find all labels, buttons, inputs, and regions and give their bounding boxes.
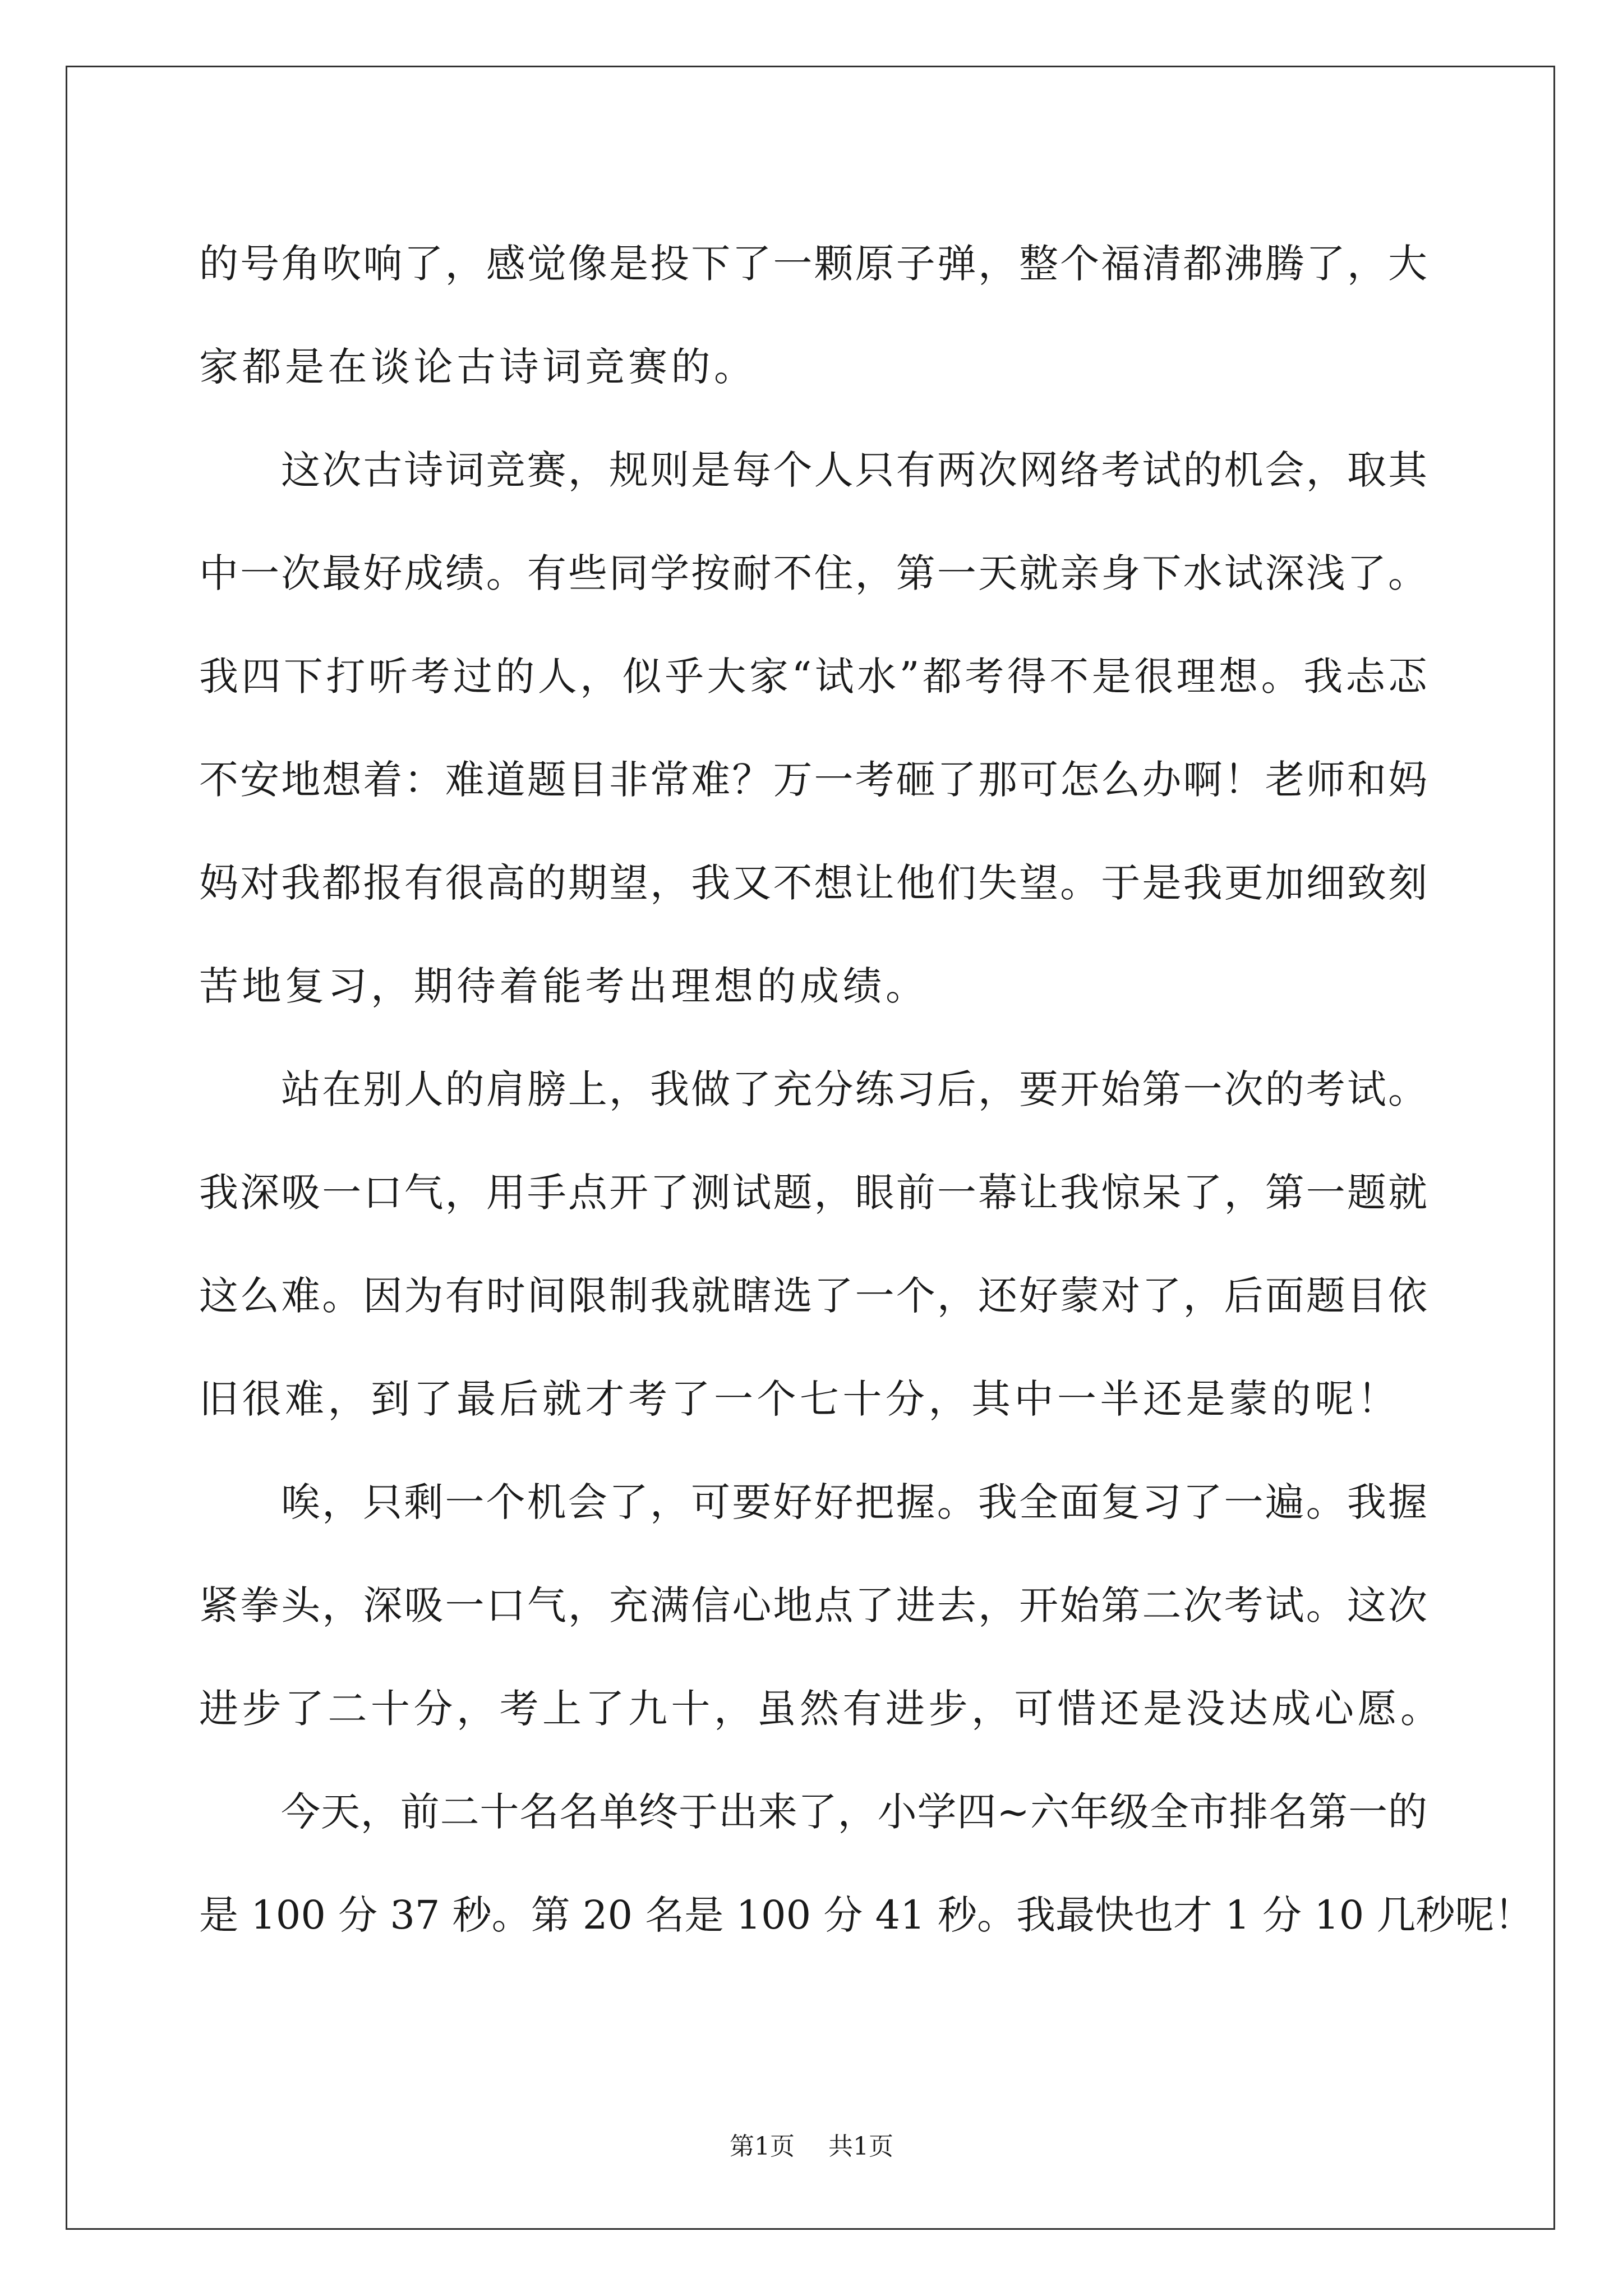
page-footer xyxy=(0,2130,1623,2164)
text-line: 旧很难，到了最后就才考了一个七十分，其中一半还是蒙的呢！ xyxy=(199,1376,1400,1422)
text-line: 进步了二十分，考上了九十，虽然有进步，可惜还是没达成心愿。 xyxy=(199,1686,1444,1732)
text-line: 是 100 分 37 秒。第 20 名是 100 分 41 秒。我最快也才 1 分 10 几秒呢！ xyxy=(199,1892,1534,1938)
text-line: 中一次最好成绩。有些同学按耐不住，第一天就亲身下水试深浅了。 xyxy=(199,550,1427,596)
page-total: 共1页 xyxy=(828,2132,893,2161)
text-line: 的号角吹响了，感觉像是投下了一颗原子弹，整个福清都沸腾了，大 xyxy=(199,241,1427,287)
text-line: 我深吸一口气，用手点开了测试题，眼前一幕让我惊呆了，第一题就 xyxy=(199,1170,1427,1216)
paragraph-start-line: 站在别人的肩膀上，我做了充分练习后，要开始第一次的考试。 xyxy=(281,1066,1427,1112)
text-line: 紧拳头，深吸一口气，充满信心地点了进去，开始第二次考试。这次 xyxy=(199,1582,1427,1628)
text-line: 家都是在谈论古诗词竞赛的。 xyxy=(199,344,757,390)
text-line: 苦地复习，期待着能考出理想的成绩。 xyxy=(199,963,929,1009)
text-line: 不安地想着：难道题目非常难？万一考砸了那可怎么办啊！老师和妈 xyxy=(199,757,1427,803)
text-line: 妈对我都报有很高的期望，我又不想让他们失望。于是我更加细致刻 xyxy=(199,860,1427,906)
paragraph-start-line: 今天，前二十名名单终于出来了，小学四~六年级全市排名第一的 xyxy=(281,1789,1427,1835)
text-line: 这么难。因为有时间限制我就瞎选了一个，还好蒙对了，后面题目依 xyxy=(199,1273,1427,1319)
text-line: 我四下打听考过的人，似乎大家“试水”都考得不是很理想。我忐忑 xyxy=(199,654,1427,700)
page-number: 第1页 xyxy=(730,2132,795,2161)
paragraph-start-line: 这次古诗词竞赛，规则是每个人只有两次网络考试的机会，取其 xyxy=(281,447,1427,493)
document-body xyxy=(199,212,1534,1967)
paragraph-start-line: 唉，只剩一个机会了，可要好好把握。我全面复习了一遍。我握 xyxy=(281,1479,1427,1525)
